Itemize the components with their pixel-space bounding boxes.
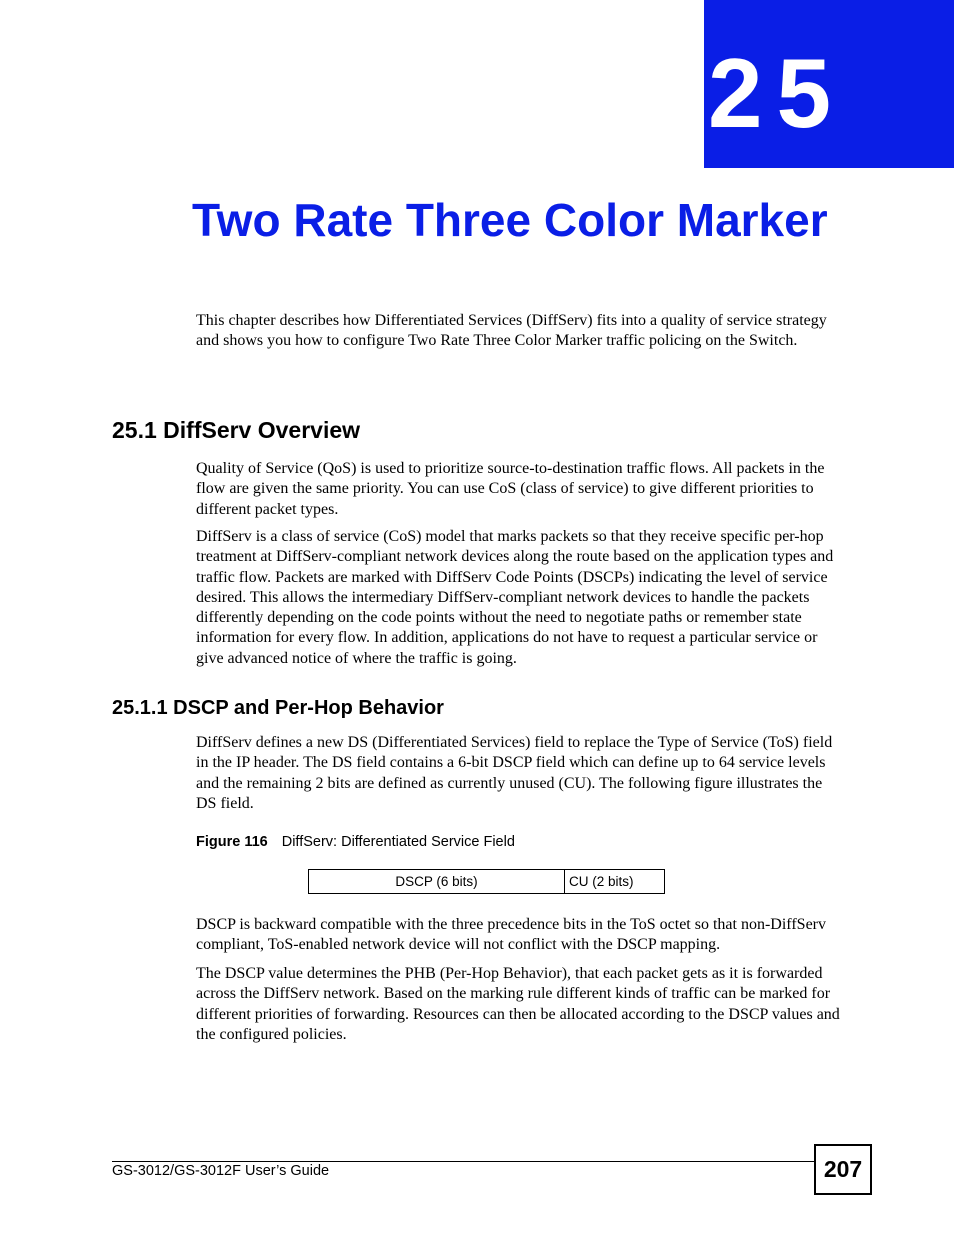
paragraph-dscp-compat: DSCP is backward compatible with the three precedence bits in the ToS octet so that non-DiffServ compliant, ToS-enabled network device will not conflict with the DSCP mapping. bbox=[196, 916, 826, 954]
ds-field-cu-cell: CU (2 bits) bbox=[569, 874, 634, 889]
figure-caption-text: DiffServ: Differentiated Service Field bbox=[281, 834, 515, 850]
paragraph-dscp-phb: The DSCP value determines the PHB (Per-Hop Behavior), that each packet gets as it is forwarded across the DiffServ network. Based on the marking rule different kinds of traffic can be marked for different priorities of forwarding. Resources can then be allocated according to the DSCP values and the configured policies. bbox=[196, 965, 840, 1043]
chapter-intro: This chapter describes how Differentiated Services (DiffServ) fits into a quality of service strategy and shows you how to configure Two Rate Three Color Marker traffic policing on the Switch. bbox=[196, 312, 827, 350]
figure-label: Figure 116 bbox=[196, 834, 268, 850]
chapter-title: Two Rate Three Color Marker bbox=[192, 194, 828, 246]
subsection-heading-dscp-phb: 25.1.1 DSCP and Per-Hop Behavior bbox=[112, 697, 444, 719]
paragraph-qos: Quality of Service (QoS) is used to prioritize source-to-destination traffic flows. All packets in the flow are given the same priority. You can use CoS (class of service) to give different priorities to different packet types. bbox=[196, 460, 825, 518]
paragraph-ds-field: DiffServ defines a new DS (Differentiated Services) field to replace the Type of Service (ToS) field in the IP header. The DS field contains a 6-bit DSCP field which can define up to 64 service levels and the remaining 2 bits are defined as currently unused (CU). The following figure illustrates the DS field. bbox=[196, 734, 833, 812]
ds-field-dscp-cell: DSCP (6 bits) bbox=[309, 870, 565, 893]
chapter-number: 25 bbox=[708, 38, 846, 148]
ds-field-diagram bbox=[308, 869, 665, 894]
figure-caption bbox=[196, 833, 515, 851]
page-number: 207 bbox=[814, 1144, 872, 1195]
section-heading-diffserv-overview: 25.1 DiffServ Overview bbox=[112, 417, 361, 443]
paragraph-diffserv: DiffServ is a class of service (CoS) model that marks packets so that they receive specific per-hop treatment at DiffServ-compliant network devices along the route based on the application types and traffic flow. Packets are marked with DiffServ Code Points (DSCPs) indicating the level of service desired. This allows the intermediary DiffServ-compliant network devices to handle the packets differently depending on the code points without the need to negotiate paths or remember state information for every flow. In addition, applications do not have to request a particular service or give advanced notice of where the traffic is going. bbox=[196, 528, 834, 667]
footer-guide-title: GS-3012/GS-3012F User’s Guide bbox=[112, 1163, 330, 1179]
